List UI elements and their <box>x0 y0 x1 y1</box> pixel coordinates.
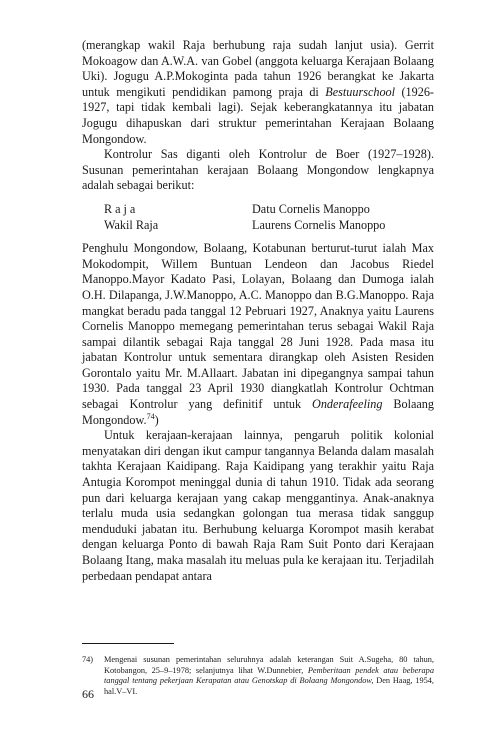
paragraph-2: Kontrolur Sas diganti oleh Kontrolur de Boer (1927–1928). Susunan pemerintahan kerajaan Bolaang Mongondow lengkapnya adalah sebagai berikut: <box>82 147 434 193</box>
footnote-italic-title: Pemberitaan pendek atau beberapa tanggal tentang pekerjaan Kerapatan atau Genotskap di Bolaang Mongondow, <box>104 665 434 686</box>
page-number: 66 <box>82 687 94 701</box>
officer-name: Laurens Cornelis Manoppo <box>252 217 386 232</box>
footnote-divider <box>82 643 174 644</box>
paragraph-3: Penghulu Mongondow, Bolaang, Kotabunan berturut-turut ialah Max Mokodompit, Willem Buntuan Lendeon dan Jacobus Riedel Manoppo.Mayor Kadato Pasi, Lolayan, Bolaang dan Dumoga ialah O.H. Dilapanga, J.W.Manoppo, A.C. Manoppo dan B.G.Manoppo. Raja mangkat beradu pada tanggal 12 Pebruari 1927, Anaknya yaitu Laurens Cornelis Manoppo memegang pemerintahan terus sebagai Wakil Raja sampai dilantik sebagai Raja tanggal 28 Juni 1928. Pada masa itu jabatan Kontrolur untuk sementara dirangkap oleh Asisten Residen Gorontalo yaitu Mr. M.Allaart. Jabatan ini dipegangnya sampai tahun 1930. Pada tanggal 23 April 1930 diangkatlah Kontrolur Ochtman sebagai Kontrolur yang definitif untuk Onderafeeling Bolaang Mongondow.$^{74}$) <box>82 241 434 427</box>
paragraph-1: (merangkap wakil Raja berhubung raja sudah lanjut usia). Gerrit Mokoagow dan A.W.A. van Gobel (anggota keluarga Kerajaan Bolaang Uki). Jogugu A.P.Mokoginta pada tahun 1926 berangkat ke Jakarta untuk mengikuti pendidikan pamong praja di Bestuurschool (1926-1927, tapi tidak kembali lagi). Sejak keberangkatannya itu jabatan Jogugu dihapuskan dari struktur pemerintahan Kerajaan Bolaang Mongondow. <box>82 38 434 146</box>
footnote <box>82 655 434 697</box>
officer-role: Wakil Raja <box>104 217 159 232</box>
italic-term: Onderafeeling <box>312 397 383 412</box>
italic-term: Bestuurschool <box>325 84 396 99</box>
officers-list <box>82 202 434 233</box>
paragraph-4: Untuk kerajaan-kerajaan lainnya, pengaruh politik kolonial menyatakan diri dengan ikut campur tangannya Belanda dalam masalah takhta Kerajaan Kaidipang. Raja Kaidipang yang terakhir yaitu Raja Antugia Korompot meninggal dunia di tahun 1910. Tidak ada seorang pun dari keluarga kerajaan yang cakap menggantinya. Anak-anaknya terlalu muda usia sedangkan golongan tua merasa tidak sanggup menduduki jabatan itu. Berhubung keluarga Korompot masih kerabat dengan keluarga Ponto di bawah Raja Ram Suit Ponto dari Kerajaan Bolaang Itang, maka masalah itu meluas pula ke kerajaan itu. Terjadilah perbedaan pendapat antara <box>82 428 434 583</box>
body-text <box>82 38 434 584</box>
footnote-reference: 74 <box>146 411 155 421</box>
officer-name: Datu Cornelis Manoppo <box>252 201 370 216</box>
footnote-text: Mengenai susunan pemerintahan seluruhnya adalah keterangan Suit A.Sugeha, 80 tahun, Kotobangon, 25–9–1978; selanjutnya lihat W.Dunnebier, Pemberitaan pendek atau beberapa tanggal tentang pekerjaan Kerapatan atau Genotskap di Bolaang Mongondow, Den Haag, 1954, hal.V–VI. <box>104 655 435 696</box>
footnote-number: 74) <box>82 655 94 664</box>
officer-role: Raja <box>104 201 139 216</box>
